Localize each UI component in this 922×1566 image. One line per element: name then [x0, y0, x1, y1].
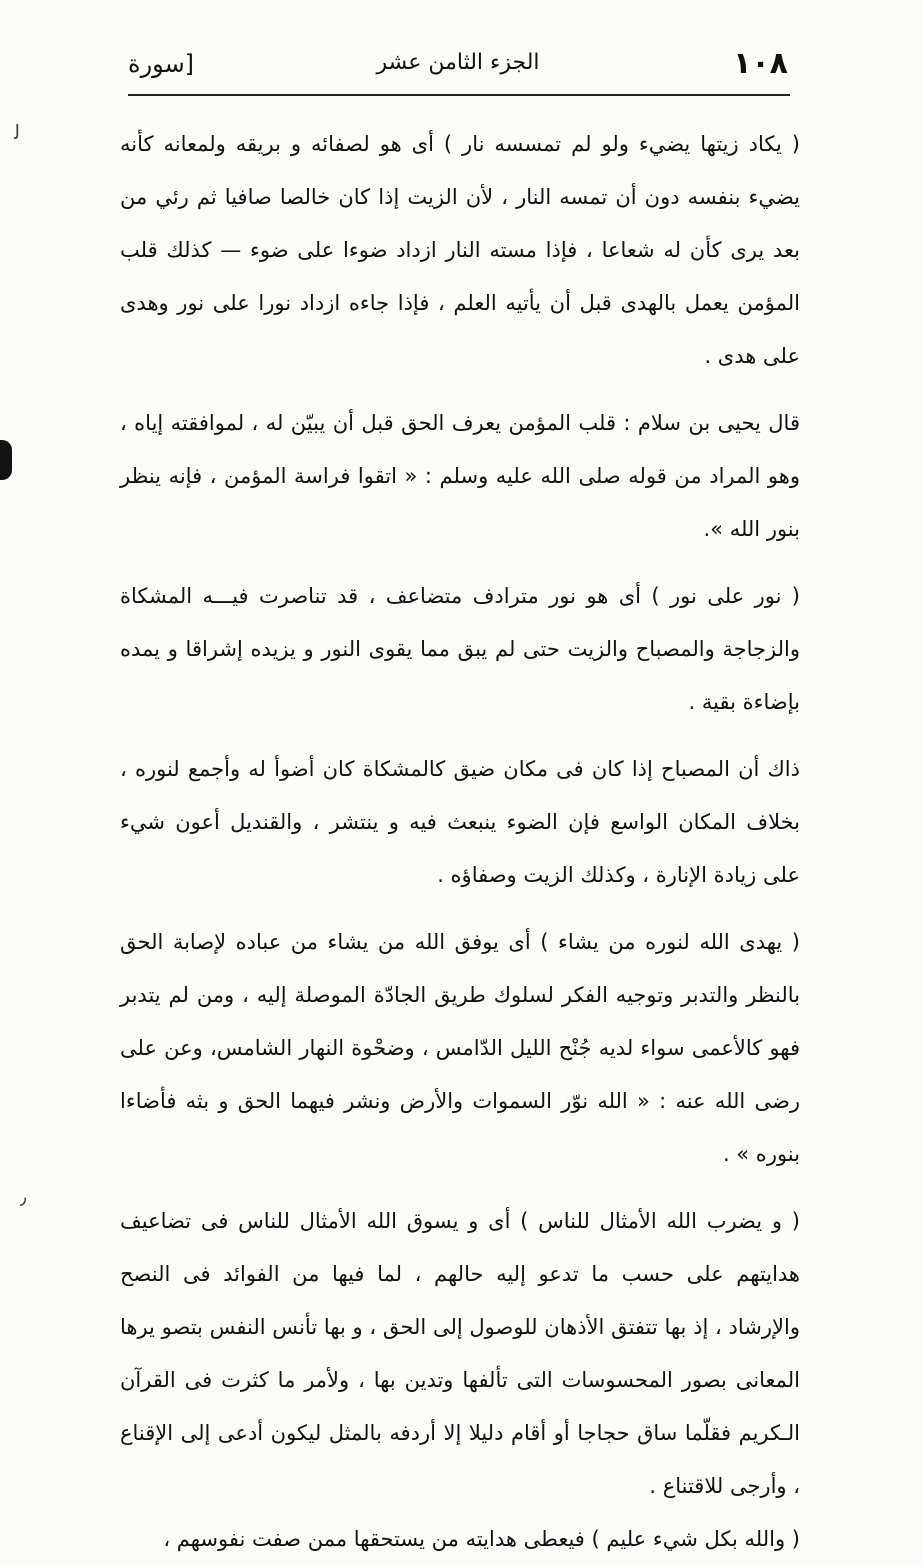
binding-mark: [0, 440, 12, 480]
body-text: [120, 118, 800, 1566]
paragraph-5: ( يهدى الله لنوره من يشاء ) أى يوفق الله من يشاء من عباده لإصابة الحق بالنظر والتدبر وتوجيه الفكر لسلوك طريق الجادّة الموصلة إليه ، ومن لم يتدبر فهو كالأعمى سواء لديه جُنْح الليل الدّامس ، وضحْوة النهار الشامس، وعن على رضى الله عنه : « الله نوّر السموات والأرض ونشر فيهما الحق و بثه فأضاءا بنوره » .: [120, 930, 800, 1166]
paragraph-3: ( نور على نور ) أى هو نور مترادف متضاعف ، قد تناصرت فيـــه المشكاة والزجاجة والمصباح والزيت حتى لم يبق مما يقوى النور و يزيده إشراقا و يمده بإضاءة بقية .: [120, 584, 800, 714]
paragraph-6: ( و يضرب الله الأمثال للناس ) أى و يسوق الله الأمثال للناس فى تضاعيف هدايتهم على حسب ما تدعو إليه حالهم ، لما فيها من الفوائد فى النصح والإرشاد ، إذ بها تتفتق الأذهان للوصول إلى الحق ، و بها تأنس النفس بتصو يرها المعانى بصور المحسوسات التى تألفها وتدين بها ، ولأمر ما كثرت فى القرآن الـكريم فقلّما ساق حجاجا أو أقام دليلا إلا أردفه بالمثل ليكون أدعى إلى الإقناع ، وأرجى للاقتناع .: [120, 1209, 800, 1498]
header-divider: [128, 94, 790, 96]
margin-scribble: ٫: [20, 1185, 27, 1209]
part-title: الجزء الثامن عشر: [376, 50, 540, 75]
paragraph-2: قال يحيى بن سلام : قلب المؤمن يعرف الحق قبل أن يبيّن له ، لموافقته إياه ، وهو المراد من قوله صلى الله عليه وسلم : « اتقوا فراسة المؤمن ، فإنه ينظر بنور الله ».: [120, 411, 800, 541]
surah-label: [سورة: [128, 50, 195, 78]
paragraph-7: ( والله بكل شيء عليم ) فيعطى هدايته من يستحقها ممن صفت نفوسهم ،: [163, 1527, 800, 1551]
paragraph-4: ذاك أن المصباح إذا كان فى مكان ضيق كالمشكاة كان أضوأ له وأجمع لنوره ، بخلاف المكان الواسع فإن الضوء ينبعث فيه و ينتشر ، والقنديل أعون شيء على زيادة الإنارة ، وكذلك الزيت وصفاؤه .: [120, 757, 800, 887]
paragraph-1: ( يكاد زيتها يضيء ولو لم تمسسه نار ) أى هو لصفائه و بريقه ولمعانه كأنه يضيء بنفسه دون أن تمسه النار ، لأن الزيت إذا كان خالصا صافيا ثم رئي من بعد يرى كأن له شعاعا ، فإذا مسته النار ازداد ضوءا على ضوء — كذلك قلب المؤمن يعمل بالهدى قبل أن يأتيه العلم ، فإذا جاءه ازداد نورا على نور وهدى على هدى .: [120, 132, 800, 368]
page-header: [128, 40, 788, 90]
page-number: ١٠٨: [733, 46, 788, 81]
margin-scribble: ﻟ: [14, 120, 21, 144]
